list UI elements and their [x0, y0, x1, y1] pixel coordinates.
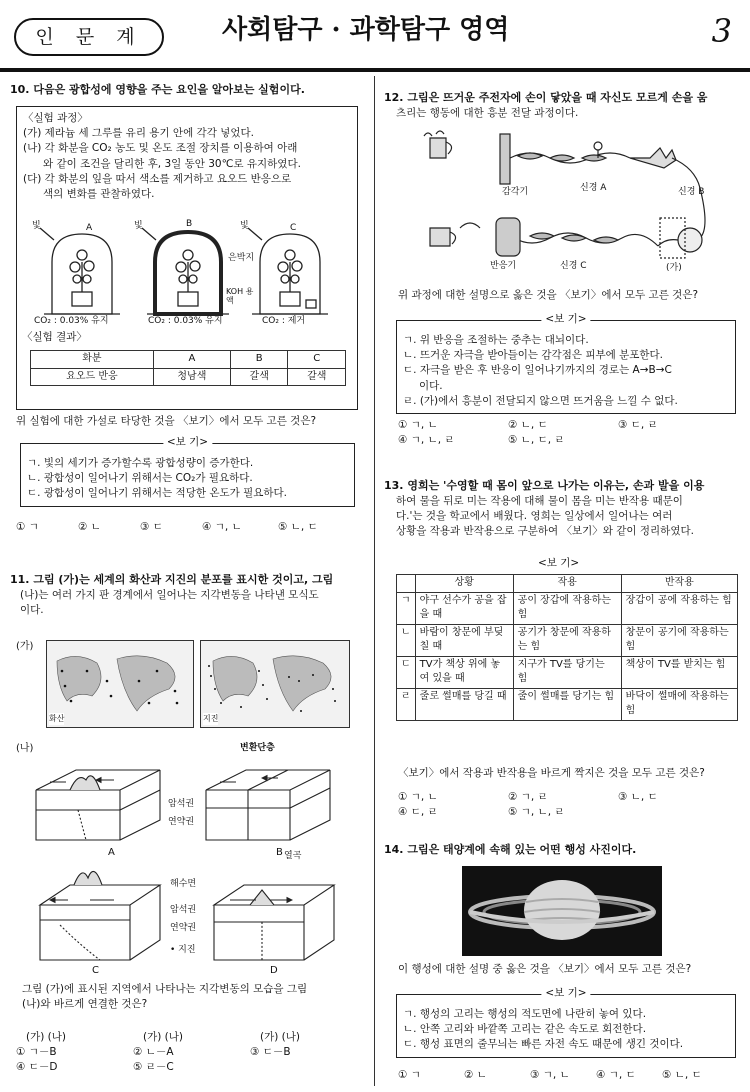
option[interactable]: ⑤ ㄱ, ㄴ, ㄹ: [508, 806, 565, 819]
q10-bogi-box: [20, 436, 355, 507]
table-cell: 갈색: [288, 368, 346, 386]
option[interactable]: ② ㄴ－A: [133, 1046, 174, 1059]
table-cell: ㄹ: [397, 688, 416, 720]
table-cell: 장갑이 공에 작용하는 힘: [621, 592, 737, 624]
option[interactable]: ③ ㄷ: [140, 521, 163, 533]
q13-stem: 하여 물을 뒤로 미는 작용에 대해 물이 몸을 미는 반작용 때문이: [396, 494, 683, 507]
page-number: 3: [711, 12, 732, 50]
bogi-item: ㄹ. (가)에서 흥분이 전달되지 않으면 뜨거움을 느낄 수 없다.: [403, 394, 678, 407]
q10-step: 와 같이 조건을 달리한 후, 3일 동안 30℃로 유지하였다.: [43, 157, 301, 170]
question-10: [10, 82, 365, 98]
q13-table: [396, 574, 738, 721]
table-cell: 요오드 반응: [31, 368, 154, 386]
option[interactable]: ④ ㄱ, ㄴ: [202, 521, 242, 533]
table-cell: ㄱ: [397, 592, 416, 624]
q11-question-line: 그림 (가)에 표시된 지역에서 나타나는 지각변동의 모습을 그림: [22, 983, 308, 995]
option[interactable]: ⑤ ㄴ, ㄷ: [662, 1069, 702, 1081]
option[interactable]: ① ㄱ－B: [16, 1046, 57, 1059]
bogi-item: ㄴ. 뜨거운 자극을 받아들이는 감각점은 피부에 분포한다.: [403, 349, 663, 362]
earthquake-legend: • 지진: [170, 945, 196, 955]
option[interactable]: ③ ㄱ, ㄴ: [530, 1069, 570, 1081]
option[interactable]: ③ ㄷ, ㄹ: [618, 419, 658, 431]
lithosphere-label-2: 암석권: [170, 905, 197, 915]
table-row: [397, 688, 738, 720]
q10-stem: 10. 다음은 광합성에 영향을 주는 요인을 알아보는 실험이다.: [10, 83, 305, 96]
nerve-a-label: 신경 A: [580, 183, 607, 193]
diagram-label-c: C: [92, 965, 99, 976]
option[interactable]: ⑤ ㄹ－C: [133, 1061, 174, 1074]
option[interactable]: ④ ㄷ, ㄹ: [398, 806, 438, 819]
q11-stem: 11. 그림 (가)는 세계의 화산과 지진의 분포를 표시한 것이고, 그림: [10, 573, 334, 586]
q14-stem: 14. 그림은 태양계에 속해 있는 어떤 행성 사진이다.: [384, 843, 637, 856]
table-header: 작용: [513, 575, 621, 593]
q11-question-line: (나)와 바르게 연결한 것은?: [22, 998, 148, 1011]
table-cell: ㄷ: [397, 656, 416, 688]
asthenosphere-label-2: 연약권: [170, 923, 197, 933]
table-header: 반작용: [621, 575, 737, 593]
jar-label-a: A: [86, 223, 93, 233]
bogi-item: ㄴ. 광합성이 일어나기 위해서는 CO₂가 필요하다.: [27, 472, 253, 485]
saturn-photo: [462, 866, 662, 956]
fault-label: 변환단층: [240, 743, 275, 753]
table-header: A: [153, 351, 230, 369]
q11-question: [22, 982, 367, 1012]
q12-stem: 12. 그림은 뜨거운 주전자에 손이 닿았을 때 자신도 모르게 손을 움: [384, 91, 708, 104]
q14-question: 이 행성에 대한 설명 중 옳은 것을 〈보기〉에서 모두 고른 것은?: [398, 963, 692, 975]
option[interactable]: ④ ㄱ, ㄷ: [596, 1069, 636, 1081]
bogi-item: ㄱ. 행성의 고리는 행성의 적도면에 나란히 놓여 있다.: [403, 1008, 647, 1020]
q13-bogi-title: <보 기>: [538, 557, 580, 569]
q12-options: [398, 418, 658, 448]
option[interactable]: ③ ㄷ－B: [250, 1046, 291, 1059]
rift-label: 열곡: [284, 851, 302, 861]
foil-label: 은박지: [228, 253, 255, 263]
q12-reflex-figure: [410, 128, 740, 278]
option[interactable]: ① ㄱ: [398, 1069, 421, 1081]
option[interactable]: ⑤ ㄴ, ㄷ, ㄹ: [508, 434, 565, 447]
diagram-label-a: A: [108, 847, 115, 858]
light-label-b: 빛: [134, 221, 143, 231]
table-cell: 지구가 TV를 당기는 힘: [513, 656, 621, 688]
q14-options: [398, 1068, 702, 1083]
table-cell: 공이 장갑에 작용하는 힘: [513, 592, 621, 624]
bogi-item: ㄱ. 빛의 세기가 증가할수록 광합성량이 증가한다.: [27, 457, 254, 469]
table-row: [397, 656, 738, 688]
option[interactable]: ② ㄴ, ㄷ: [508, 419, 548, 431]
table-header: 화분: [31, 351, 154, 369]
figure-ga-label: (가): [16, 641, 34, 652]
q14-bogi-box: [396, 987, 736, 1058]
jar-label-c: C: [290, 223, 297, 233]
option[interactable]: ② ㄴ: [464, 1069, 487, 1081]
light-label-a: 빛: [32, 221, 41, 231]
q10-process-title: 〈실험 과정〉: [23, 112, 88, 124]
figure-na-label: (나): [16, 743, 34, 754]
option-head: (가) (나): [143, 1031, 184, 1043]
option[interactable]: ⑤ ㄴ, ㄷ: [278, 521, 318, 533]
table-cell: ㄴ: [397, 624, 416, 656]
q12-stem: 츠리는 행동에 대한 흥분 전달 과정이다.: [396, 106, 579, 119]
lithosphere-label: 암석권: [168, 799, 195, 809]
map-caption: 화산: [49, 714, 65, 723]
effector-label: 반응기: [490, 261, 517, 271]
bogi-title: <보 기>: [163, 435, 212, 450]
q13-stem: 다.'는 것을 학교에서 배웠다. 영희는 일상에서 일어나는 여러: [396, 510, 673, 523]
option[interactable]: ① ㄱ, ㄴ: [398, 791, 438, 803]
table-header: [397, 575, 416, 593]
table-cell: 공기가 창문에 작용하는 힘: [513, 624, 621, 656]
table-header: 상황: [415, 575, 513, 593]
option[interactable]: ④ ㄷ－D: [16, 1061, 58, 1074]
sea-level-label: 해수면: [170, 879, 197, 889]
q13-stem: 상황을 작용과 반작용으로 구분하여 〈보기〉와 같이 정리하였다.: [396, 525, 694, 538]
table-row: [397, 592, 738, 624]
bogi-item: ㄷ. 행성 표면의 줄무늬는 빠른 자전 속도 때문에 생긴 것이다.: [403, 1038, 684, 1051]
option-head: (가) (나): [26, 1031, 67, 1043]
q12-bogi-box: [396, 313, 736, 414]
diagram-label-d: D: [270, 965, 278, 976]
light-label-c: 빛: [240, 221, 249, 231]
table-cell: 줄로 썰매를 당길 때: [415, 688, 513, 720]
condition-b: CO₂ : 0.03% 유지: [148, 316, 223, 326]
q10-step: (다) 각 화분의 잎을 따서 색소를 제거하고 요오드 반응으로: [23, 172, 292, 185]
column-divider: [374, 76, 375, 1086]
sense-organ-label: 감각기: [502, 187, 529, 197]
q11-stem: 이다.: [20, 604, 44, 617]
bogi-item: ㄷ. 자극을 받은 후 반응이 일어나기까지의 경로는 A→B→C: [403, 364, 672, 377]
question-11: [10, 572, 368, 618]
page-title: 사회탐구 · 과학탐구 영역: [222, 15, 510, 45]
part-ga-label: (가): [666, 263, 682, 273]
question-12: [384, 90, 742, 121]
option[interactable]: ② ㄱ, ㄹ: [508, 791, 548, 803]
condition-c: CO₂ : 제거: [262, 316, 306, 326]
option[interactable]: ④ ㄱ, ㄴ, ㄹ: [398, 434, 455, 447]
q10-step: (나) 각 화분을 CO₂ 농도 및 온도 조절 장치를 이용하여 아래: [23, 142, 298, 155]
asthenosphere-label: 연약권: [168, 817, 195, 827]
option[interactable]: ② ㄴ: [78, 521, 101, 533]
map-earthquake: [200, 640, 350, 728]
q10-step: (가) 제라늄 세 그루를 유리 용기 안에 각각 넣었다.: [23, 127, 254, 140]
q10-figure: [30, 219, 350, 326]
option-head: (가) (나): [260, 1031, 301, 1043]
q13-options: [398, 790, 658, 820]
q10-question: 위 실험에 대한 가설로 타당한 것을 〈보기〉에서 모두 고른 것은?: [16, 415, 317, 427]
koh-label: KOH 용액: [226, 287, 254, 305]
diagram-label-b: B: [276, 847, 283, 858]
bogi-title: <보 기>: [541, 986, 590, 1001]
bogi-item: 이다.: [419, 379, 443, 392]
header-rule: [0, 68, 750, 72]
condition-a: CO₂ : 0.03% 유지: [34, 316, 109, 326]
option[interactable]: ① ㄱ, ㄴ: [398, 419, 438, 431]
bell-jar-diagram: [30, 222, 350, 326]
q10-step: 색의 변화를 관찰하였다.: [43, 188, 155, 201]
q11-stem: (나)는 여러 가지 판 경계에서 일어나는 지각변동을 나타낸 모식도: [20, 588, 319, 601]
q10-options: [16, 520, 318, 535]
table-header: C: [288, 351, 346, 369]
q12-question: 위 과정에 대한 설명으로 옳은 것을 〈보기〉에서 모두 고른 것은?: [398, 289, 699, 301]
q10-result-table: [30, 350, 346, 386]
table-row: [397, 624, 738, 656]
nerve-b-label: 신경 B: [678, 187, 705, 197]
jar-label-b: B: [186, 219, 193, 229]
map-volcano: [46, 640, 194, 728]
table-cell: 창문이 공기에 작용하는 힘: [621, 624, 737, 656]
page-header: [0, 0, 750, 72]
section-badge: 인 문 계: [14, 18, 164, 56]
table-cell: 바람이 창문에 부딪칠 때: [415, 624, 513, 656]
table-cell: 줄이 썰매를 당기는 힘: [513, 688, 621, 720]
option[interactable]: ① ㄱ: [16, 521, 39, 533]
table-cell: TV가 책상 위에 놓여 있을 때: [415, 656, 513, 688]
q13-question: 〈보기〉에서 작용과 반작용을 바르게 짝지은 것을 모두 고른 것은?: [398, 767, 705, 779]
table-header: B: [230, 351, 288, 369]
q10-result-title: 〈실험 결과〉: [22, 331, 87, 343]
option[interactable]: ③ ㄴ, ㄷ: [618, 791, 658, 803]
bogi-title: <보 기>: [541, 312, 590, 327]
table-cell: 청남색: [153, 368, 230, 386]
table-cell: 갈색: [230, 368, 288, 386]
nerve-c-label: 신경 C: [560, 261, 587, 271]
q13-stem: 13. 영희는 '수영할 때 몸이 앞으로 나가는 이유는, 손과 발을 이용: [384, 479, 705, 492]
bogi-item: ㄴ. 안쪽 고리와 바깥쪽 고리는 같은 속도로 회전한다.: [403, 1023, 647, 1036]
map-caption: 지진: [203, 714, 219, 723]
q11-options: [16, 1030, 300, 1076]
bogi-item: ㄷ. 광합성이 일어나기 위해서는 적당한 온도가 필요하다.: [27, 487, 287, 500]
table-cell: 바닥이 썰매에 작용하는 힘: [621, 688, 737, 720]
table-cell: 야구 선수가 공을 잡을 때: [415, 592, 513, 624]
table-cell: 책상이 TV를 받치는 힘: [621, 656, 737, 688]
question-13: [384, 478, 744, 540]
bogi-item: ㄱ. 위 반응을 조절하는 중추는 대뇌이다.: [403, 334, 589, 346]
plate-diagrams: [30, 743, 360, 980]
